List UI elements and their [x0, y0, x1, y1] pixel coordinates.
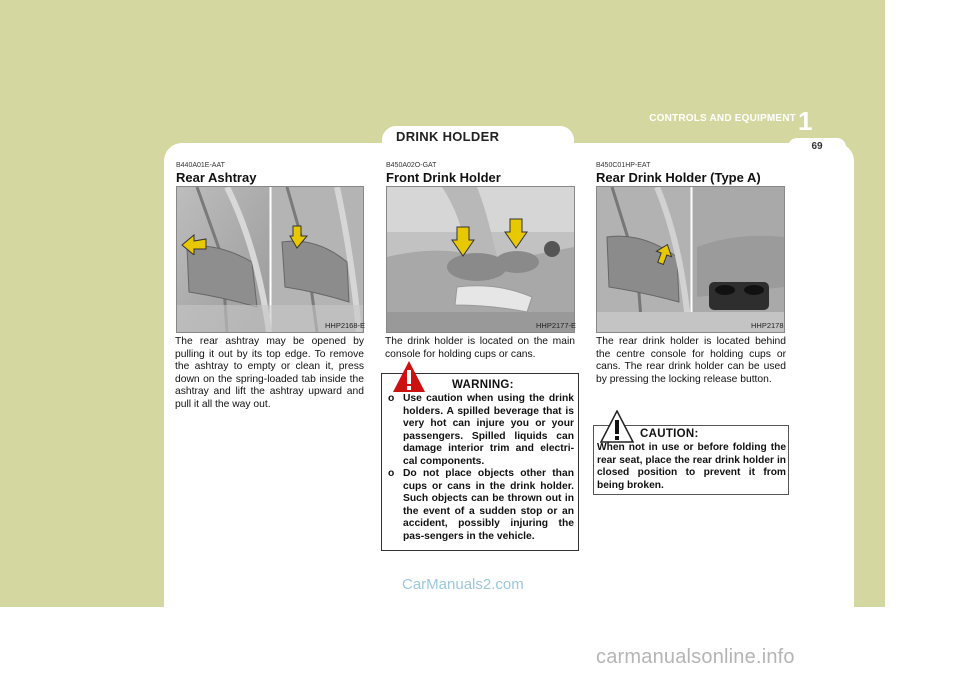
caution-box	[593, 425, 789, 495]
section-heading: Rear Ashtray	[176, 170, 257, 185]
chapter-title: CONTROLS AND EQUIPMENT	[649, 113, 796, 124]
warning-title: WARNING:	[452, 379, 514, 391]
section-body: The drink holder is located on the main console for holding cups or cans.	[385, 336, 575, 360]
watermark: CarManuals2.com	[402, 576, 524, 593]
caution-title: CAUTION:	[640, 428, 699, 440]
section-code: B450C01HP-EAT	[596, 162, 651, 169]
warning-text: Use caution when using the drink holders. A spilled beverage that is very hot can injure you or your passengers. Spilled liquids can damage interior trim and electri-cal components.	[403, 393, 574, 467]
rear-ashtray-photo	[176, 186, 364, 333]
image-label: HHP2178	[751, 321, 784, 330]
warning-box	[381, 373, 579, 551]
warning-text: Do not place objects other than cups or cans in the drink holder. Such objects can be thrown out in the event of a sudden stop or an accident, possibly injuring the pas-sengers in the vehicle.	[403, 468, 574, 542]
front-drink-holder-photo	[386, 186, 575, 333]
section-heading: Rear Drink Holder (Type A)	[596, 170, 761, 185]
bullet: o	[388, 393, 395, 404]
rear-drink-holder-photo	[596, 186, 785, 333]
page-number: 69	[788, 138, 846, 155]
section-code: B450A02O-GAT	[386, 162, 437, 169]
image-label: HHP2168-E	[325, 321, 366, 330]
section-tab: DRINK HOLDER	[382, 126, 574, 148]
warning-item	[388, 468, 574, 543]
caution-triangle-icon	[600, 410, 634, 444]
chapter-number: 1	[798, 106, 813, 136]
section-body: The rear drink holder is located behind the centre console for holding cups or cans. The rear drink holder can be used by pressing the locking release button.	[596, 336, 786, 385]
section-body: The rear ashtray may be opened by pulling it out by its top edge. To remove the ashtray to empty or clean it, press down on the spring-loaded tab inside the ashtray and lift the ashtray upward and pull it all the way out.	[175, 336, 364, 410]
warning-item	[388, 393, 574, 468]
warning-list	[388, 393, 574, 543]
image-label: HHP2177-E	[536, 321, 577, 330]
warning-triangle-icon	[392, 360, 426, 394]
arrow-icon	[655, 243, 673, 265]
arrow-icon	[180, 233, 208, 255]
watermark: carmanualsonline.info	[596, 646, 795, 668]
caution-text: When not in use or before folding the rear seat, place the rear drink holder in closed position to prevent it from being broken.	[597, 442, 786, 491]
arrow-down-icon	[451, 226, 475, 258]
section-code: B440A01E-AAT	[176, 162, 225, 169]
bullet: o	[388, 468, 395, 479]
arrow-icon	[289, 224, 309, 250]
arrow-down-icon	[504, 218, 528, 250]
section-heading: Front Drink Holder	[386, 170, 501, 185]
